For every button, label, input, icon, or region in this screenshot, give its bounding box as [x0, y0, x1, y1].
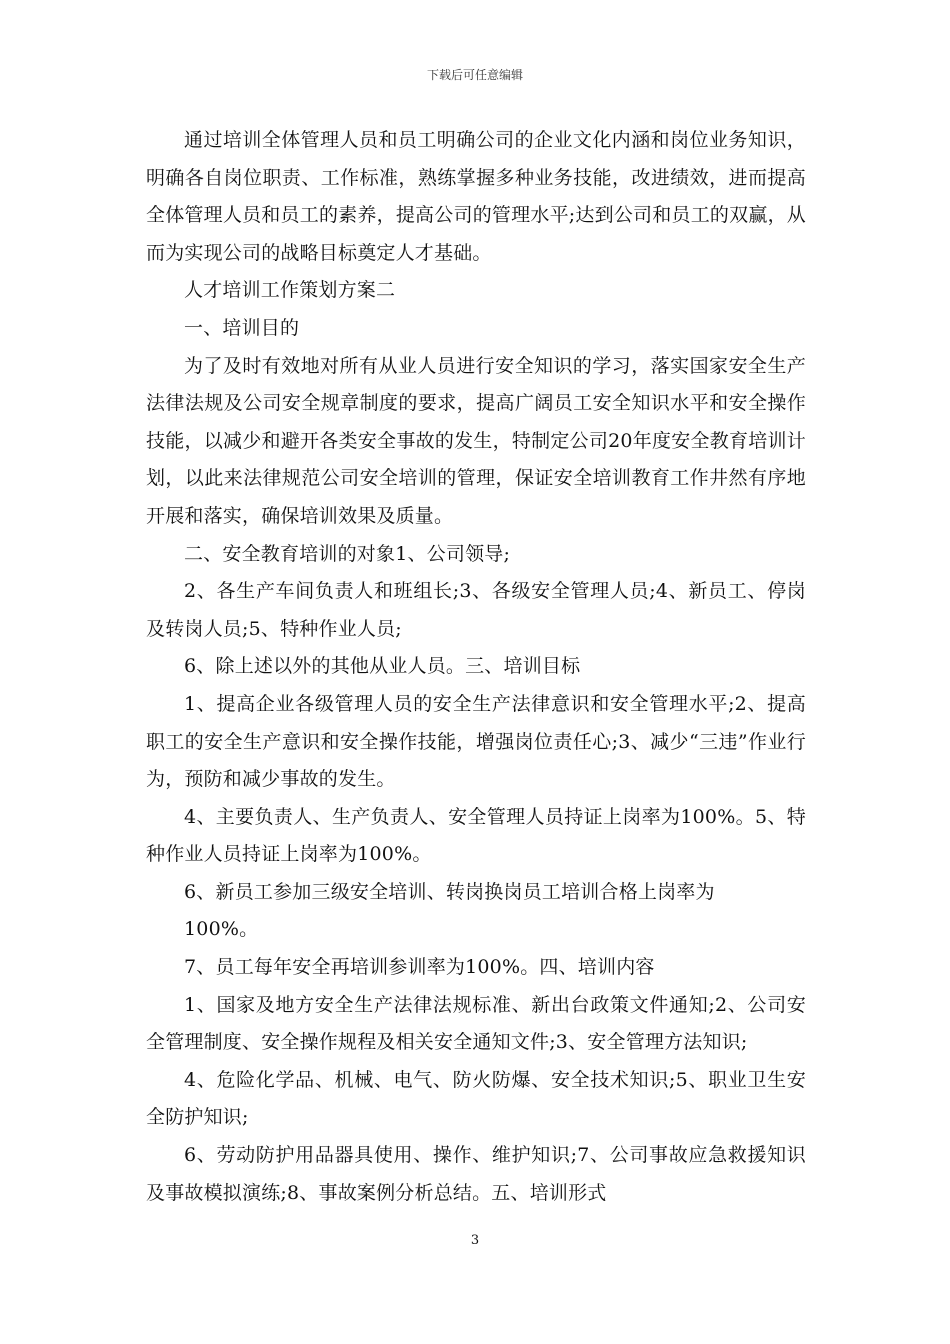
- paragraph-goals-2: 4、主要负责人、生产负责人、安全管理人员持证上岗率为100%。5、特种作业人员持证上岗率为100%。: [146, 805, 806, 866]
- paragraph-targets-list: 2、各生产车间负责人和班组长;3、各级安全管理人员;4、新员工、停岗及转岗人员;5、特种作业人员;: [146, 580, 806, 640]
- paragraph-intro: 通过培训全体管理人员和员工明确公司的企业文化内涵和岗位业务知识，明确各自岗位职责、工作标准，熟练掌握多种业务技能，改进绩效，进而提高全体管理人员和员工的素养，提高公司的管理水平;达到公司和员工的双赢，从而为实现公司的战略目标奠定人才基础。: [146, 129, 806, 264]
- heading-purpose: 一、培训目的: [184, 316, 300, 339]
- paragraph-content-2: 4、危险化学品、机械、电气、防火防爆、安全技术知识;5、职业卫生安全防护知识;: [146, 1068, 806, 1129]
- paragraph-goals-4: 7、员工每年安全再培训参训率为100%。四、培训内容: [184, 956, 655, 979]
- page-number: 3: [470, 1233, 480, 1248]
- paragraph-goals-3-value: 100%。: [184, 918, 259, 941]
- paragraph-content-3: 6、劳动防护用品器具使用、操作、维护知识;7、公司事故应急救援知识及事故模拟演练;8、事故案例分析总结。五、培训形式: [146, 1144, 806, 1204]
- paragraph-content-1: 1、国家及地方安全生产法律法规标准、新出台政策文件通知;2、公司安全管理制度、安全操作规程及相关安全通知文件;3、安全管理方法知识;: [146, 993, 806, 1054]
- heading-targets: 二、安全教育培训的对象1、公司领导;: [184, 542, 511, 565]
- page-header: 下载后可任意编辑: [426, 68, 523, 82]
- paragraph-purpose: 为了及时有效地对所有从业人员进行安全知识的学习，落实国家安全生产法律法规及公司安全规章制度的要求，提高广阔员工安全知识水平和安全操作技能，以减少和避开各类安全事故的发生，特制定公司20年度安全教育培训计划，以此来法律规范公司安全培训的管理，保证安全培训教育工作井然有序地开展和落实，确保培训效果及质量。: [146, 354, 806, 527]
- section-title: 人才培训工作策划方案二: [184, 279, 396, 302]
- paragraph-targets-other: 6、除上述以外的其他从业人员。三、培训目标: [184, 655, 581, 678]
- document-body: [146, 122, 806, 1212]
- paragraph-goals-3: 6、新员工参加三级安全培训、转岗换岗员工培训合格上岗率为: [184, 880, 715, 903]
- paragraph-goals-1: 1、提高企业各级管理人员的安全生产法律意识和安全管理水平;2、提高职工的安全生产意识和安全操作技能，增强岗位责任心;3、减少“三违”作业行为，预防和减少事故的发生。: [146, 692, 806, 791]
